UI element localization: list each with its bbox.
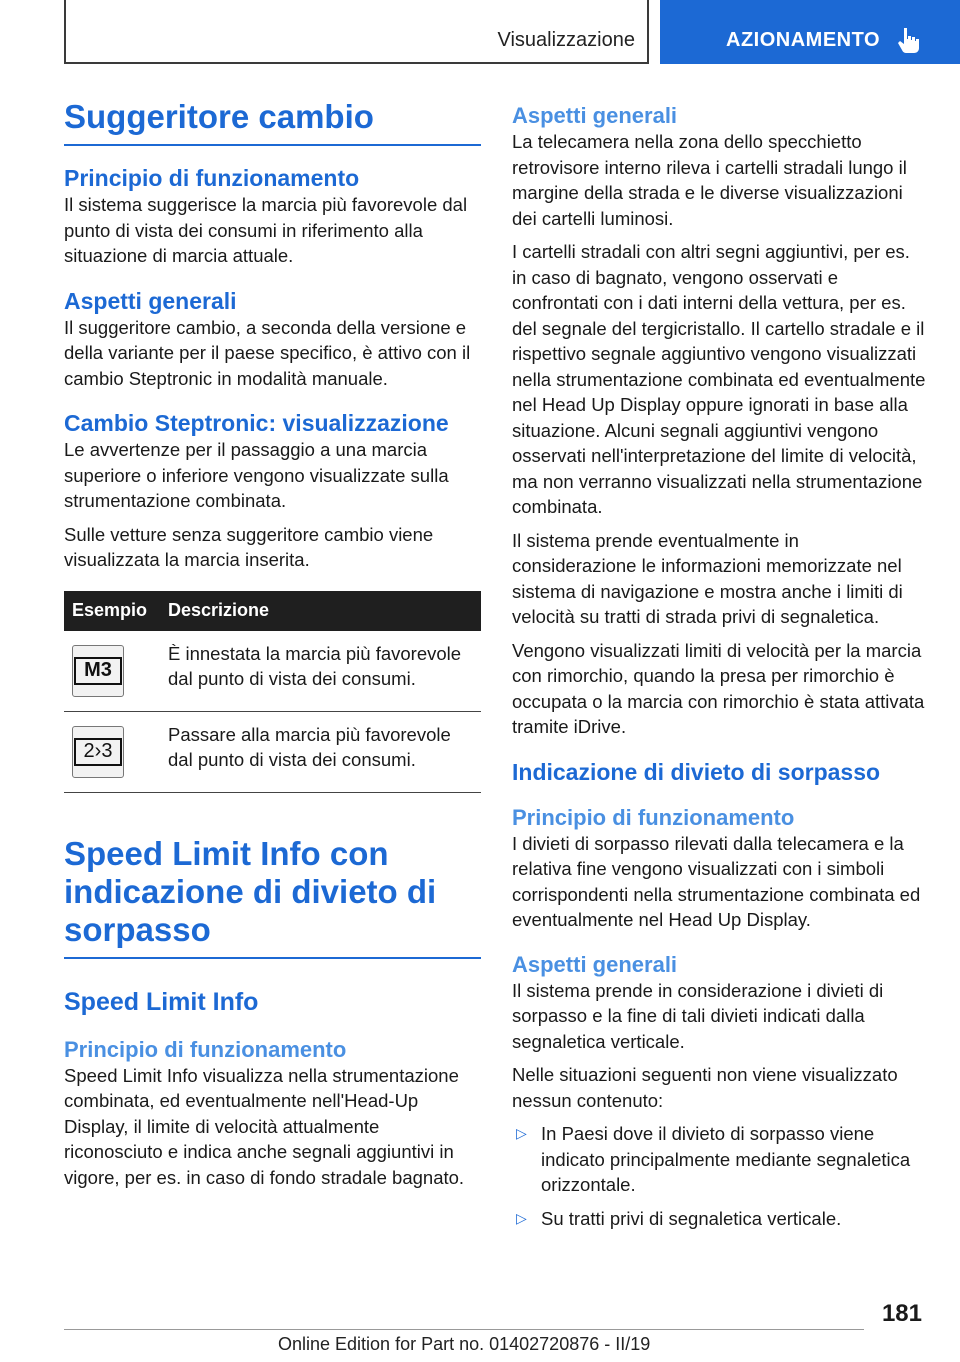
title-block-2 (64, 835, 481, 959)
table-cell-desc: Passare alla marcia più favorevole dal punto di vista dei consumi. (160, 711, 481, 792)
page-number: 181 (881, 1300, 922, 1327)
gear-table (64, 591, 481, 793)
pointing-hand-icon (896, 26, 922, 54)
gear-symbol-text: 2›3 (74, 738, 122, 766)
paragraph-principio-1: Il sistema suggerisce la marcia più favorevole dal punto di vista dei consumi in riferimento alla situazione di marcia attuale. (64, 194, 468, 266)
gear-m3-icon (72, 645, 124, 697)
triangle-bullet-icon: ▷ (516, 1209, 527, 1226)
paragraph-aspetti-2b: I cartelli stradali con altri segni aggiuntivi, per es. in caso di bagnato, vengono osservati e confrontati con i dati interni della vettura, per es. del segnale del tergicristallo. Il cartello stradale e il rispettivo segnale aggiuntivo vengono visualizzati nella strumentazione combinata ed eventualmente nel Head Up Display oppure ignorati in base alla situazione. Alcuni segnali aggiuntivi vengono osservati nell'interpretazione del limite di velocità, ma non verranno visualizzati nella strumentazione combinata. (512, 241, 926, 517)
footer-edition: Online Edition for Part no. 01402720876 - II/19 (278, 1334, 651, 1354)
gear-upshift-icon (72, 726, 124, 778)
paragraph-steptronic-1: Le avvertenze per il passaggio a una marcia superiore o inferiore vengono visualizzate sulla strumentazione combinata. (64, 439, 449, 511)
paragraph-aspetti-2a: La telecamera nella zona dello specchietto retrovisore interno rileva i cartelli stradali lungo il margine della strada e le diverse visualizzazioni dei cartelli luminosi. (512, 131, 907, 229)
list-item (512, 1121, 928, 1198)
table-header-esempio: Esempio (64, 591, 160, 631)
table-header-row (64, 591, 481, 631)
heading-aspetti-2: Aspetti generali (512, 103, 678, 128)
paragraph-principio-2: Speed Limit Info visualizza nella strumentazione combinata, ed eventualmente nell'Head-Up Display, il limite di velocità attualmente riconosciuto e indica anche segnali aggiuntivi in vigore, per es. in caso di fondo stradale bagnato. (64, 1064, 465, 1188)
table-row (64, 711, 481, 792)
table-header-descrizione: Descrizione (160, 591, 481, 631)
heading-principio-2: Principio di funzionamento (64, 1036, 347, 1062)
footer-divider (64, 1329, 864, 1330)
header-chapter-title: AZIONAMENTO (726, 29, 881, 51)
heading-aspetti-1: Aspetti generali (64, 287, 237, 314)
triangle-bullet-icon: ▷ (516, 1125, 527, 1141)
paragraph-aspetti-3b: Nelle situazioni seguenti non viene visualizzato nessun contenuto: (512, 1064, 898, 1111)
paragraph-aspetti-2d: Vengono visualizzati limiti di velocità per la marcia con rimorchio, quando la presa per rimorchio è occupata o la marcia con rimorchio è stata attivata tramite iDrive. (512, 639, 925, 737)
table-cell-symbol (64, 631, 160, 712)
left-column (64, 98, 481, 1190)
header-section-box (64, 0, 649, 64)
header-section-title: Visualizzazione (497, 29, 635, 51)
heading-principio-3: Principio di funzionamento (512, 804, 795, 830)
table-cell-desc: È innestata la marcia più favorevole dal punto di vista dei consumi. (160, 631, 481, 712)
heading-steptronic: Cambio Steptronic: visualizzazione (64, 410, 449, 436)
title-block-1 (64, 98, 481, 146)
paragraph-aspetti-1: Il suggeritore cambio, a seconda della versione e della variante per il paese specifico, è attivo con il cambio Steptronic in modalità manuale. (64, 316, 471, 389)
table-row (64, 631, 481, 712)
header-chapter-box (660, 0, 960, 64)
heading-divieto-sorpasso: Indicazione di divieto di sorpasso (512, 758, 881, 785)
list-item-text: In Paesi dove il divieto di sorpasso viene indicato principalmente mediante segnaletica orizzontale. (541, 1123, 911, 1195)
right-column (512, 102, 928, 1231)
paragraph-aspetti-2c: Il sistema prende eventualmente in considerazione le informazioni memorizzate nel sistema di navigazione e mostra anche i limiti di velocità su tratti di strada privi di segnaletica. (512, 529, 903, 627)
section-title-speed-limit: Speed Limit Info con indicazione di divieto di sorpasso (64, 834, 437, 948)
list-item-text: Su tratti privi di segnaletica verticale. (541, 1207, 842, 1229)
heading-speed-limit-info: Speed Limit Info (64, 987, 259, 1016)
paragraph-aspetti-3a: Il sistema prende in considerazione i divieti di sorpasso e la fine di tali divieti indicati dalla segnaletica verticale. (512, 979, 884, 1052)
paragraph-steptronic-2: Sulle vetture senza suggeritore cambio viene visualizzata la marcia inserita. (64, 523, 434, 570)
page-title: Suggeritore cambio (64, 98, 374, 135)
gear-symbol-text: M3 (74, 657, 122, 685)
paragraph-principio-3: I divieti di sorpasso rilevati dalla telecamera e la relativa fine vengono visualizzati con i simboli corrispondenti nella strumentazione combinata ed eventualmente nel Head Up Display. (512, 832, 921, 930)
heading-aspetti-3: Aspetti generali (512, 951, 678, 977)
table-cell-symbol (64, 711, 160, 792)
list-item (512, 1206, 928, 1232)
heading-principio-1: Principio di funzionamento (64, 165, 360, 191)
